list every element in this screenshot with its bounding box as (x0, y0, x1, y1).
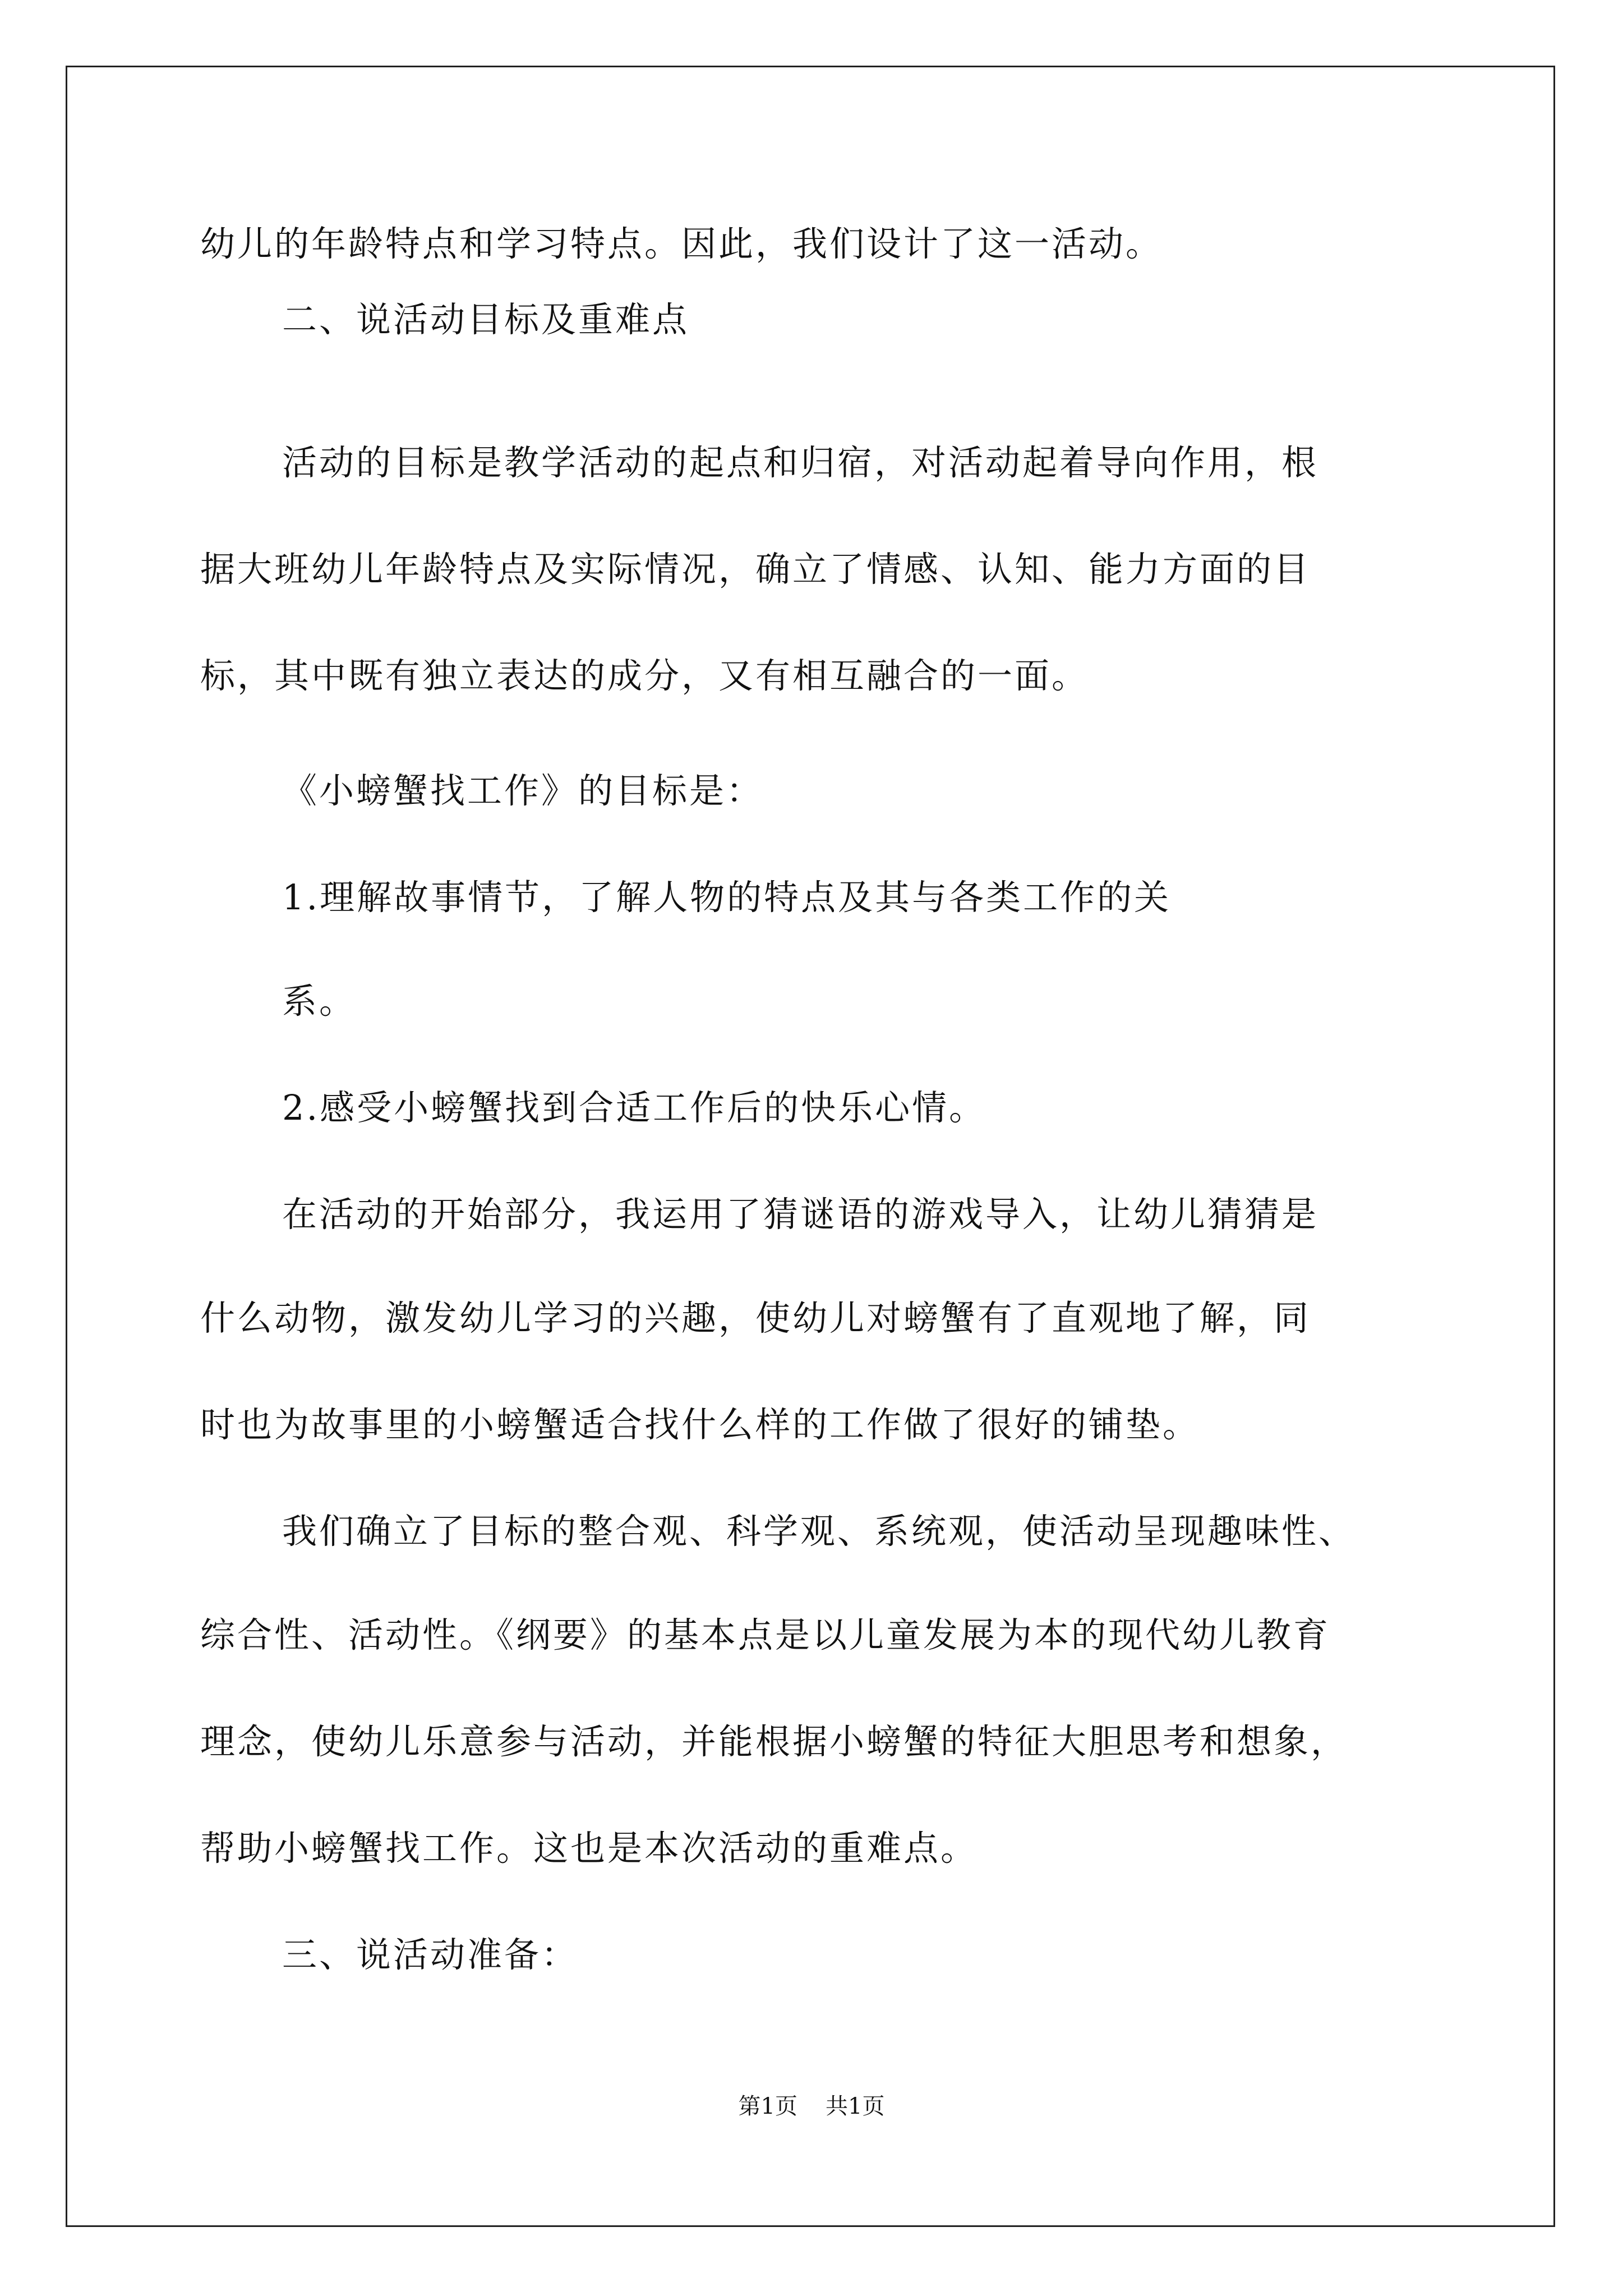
text-line: 据大班幼儿年龄特点及实际情况，确立了情感、认知、能力方面的目 (200, 549, 1311, 590)
section-heading: 三、说活动准备： (282, 1934, 579, 1975)
text-line: 标，其中既有独立表达的成分，又有相互融合的一面。 (200, 655, 1089, 696)
page-total: 共1页 (826, 2093, 885, 2119)
page-number: 第1页 (738, 2093, 797, 2119)
text-line: 系。 (282, 981, 357, 1022)
text-line: 在活动的开始部分，我运用了猜谜语的游戏导入，让幼儿猜猜是 (282, 1194, 1319, 1235)
text-line: 理念，使幼儿乐意参与活动，并能根据小螃蟹的特征大胆思考和想象， (200, 1721, 1348, 1762)
page-border (66, 66, 1555, 2227)
text-line: 帮助小螃蟹找工作。这也是本次活动的重难点。 (200, 1828, 978, 1869)
text-line: 《小螃蟹找工作》的目标是： (282, 770, 764, 811)
page-footer (0, 2092, 1623, 2120)
text-line: 什么动物，激发幼儿学习的兴趣，使幼儿对螃蟹有了直观地了解，同 (200, 1297, 1311, 1338)
text-line: 我们确立了目标的整合观、科学观、系统观，使活动呈现趣味性、 (282, 1511, 1356, 1552)
text-line: 时也为故事里的小螃蟹适合找什么样的工作做了很好的铺垫。 (200, 1404, 1200, 1445)
text-line: 活动的目标是教学活动的起点和归宿，对活动起着导向作用，根 (282, 442, 1319, 483)
text-line: 综合性、活动性。《纲要》的基本点是以儿童发展为本的现代幼儿教育 (200, 1614, 1331, 1655)
text-line: 幼儿的年龄特点和学习特点。因此，我们设计了这一活动。 (200, 223, 1163, 264)
list-item: 2.感受小螃蟹找到合适工作后的快乐心情。 (282, 1087, 986, 1128)
section-heading: 二、说活动目标及重难点 (282, 299, 690, 340)
list-item: 1.理解故事情节，了解人物的特点及其与各类工作的关 (282, 877, 1172, 918)
